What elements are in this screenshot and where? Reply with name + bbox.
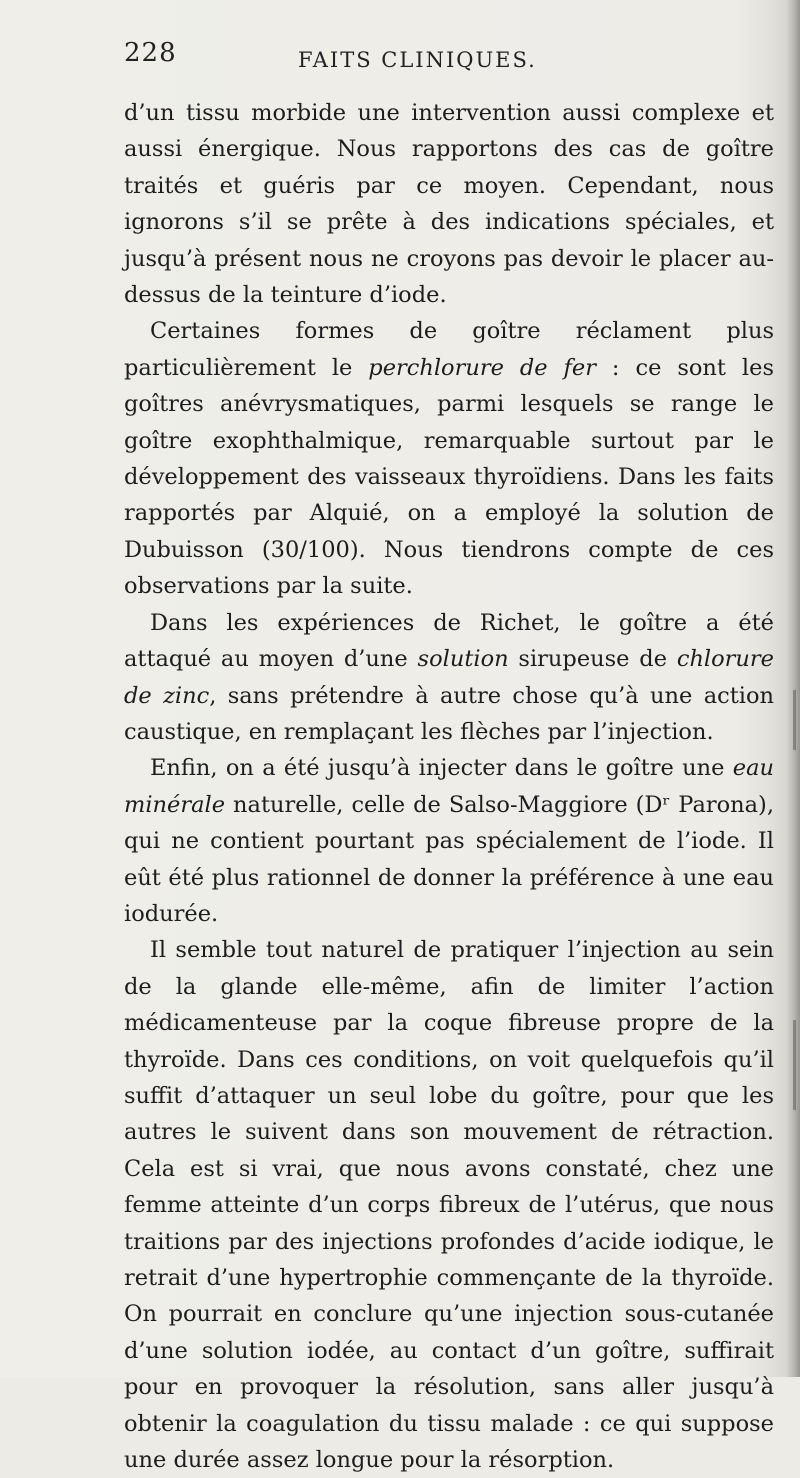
page-fold-mark [793, 690, 796, 750]
paragraph-3-text-a: Dans les expériences de Richet, le goître a été attaqué au moyen d’une [124, 609, 774, 673]
paragraph-4-text-a: Enfin, on a été jusqu’à injecter dans le goître une [150, 755, 733, 782]
paragraph-2 [124, 313, 774, 604]
paragraph-1 [124, 95, 774, 313]
paragraph-3 [124, 605, 774, 751]
paragraph-4 [124, 750, 774, 932]
paragraph-3-text-e: , sans prétendre à autre chose qu’à une action caustique, en remplaçant les flèches par l’injection. [124, 682, 774, 745]
paragraph-3-italic-solution: solution [417, 646, 509, 673]
paragraph-2-text-c: : ce sont les goîtres anévrysmatiques, parmi lesquels se range le goître exophthalmique, remarquable surtout par le développement des vaisseaux thyroïdiens. Dans les faits rapportés par Alquié, on a employé la solution de Dubuisson (30/100). Nous tiendrons compte de ces observations par la suite. [124, 354, 774, 600]
paragraph-2-text-a: Certaines formes de goître réclament plus particulièrement le [124, 318, 774, 381]
running-head: FAITS CLINIQUES. [298, 48, 537, 72]
body-text [124, 95, 774, 1478]
paragraph-2-italic-perchlorure: perchlorure de fer [368, 354, 596, 381]
paragraph-3-text-c: sirupeuse de [508, 646, 677, 673]
paragraph-4-text-c: naturelle, celle de Salso-Maggiore (Dʳ Parona), qui ne contient pourtant pas spécialement de l’iode. Il eût été plus rationnel de donner la préférence à une eau iodurée. [124, 791, 774, 927]
paragraph-1-text: d’un tissu morbide une intervention aussi complexe et aussi énergique. Nous rapportons des cas de goître traités et guéris par ce moyen. Cependant, nous ignorons s’il se prête à des indications spéciales, et jusqu’à présent nous ne croyons pas devoir le placer au-dessus de la teinture d’iode. [124, 100, 774, 309]
paragraph-5 [124, 932, 774, 1478]
paragraph-3-italic-chlorure: chlorure de zinc [124, 646, 774, 709]
paragraph-5-text: Il semble tout naturel de pratiquer l’injection au sein de la glande elle-même, afin de limiter l’action médicamenteuse par la coque fibreuse propre de la thyroïde. Dans ces conditions, on voit quelquefois qu’il suffit d’attaquer un seul lobe du goître, pour que les autres le suivent dans son mouvement de rétraction. Cela est si vrai, que nous avons constaté, chez une femme atteinte d’un corps fibreux de l’utérus, que nous traitions par des injections profondes d’acide iodique, le retrait d’une hypertrophie commençante de la thyroïde. On pourrait en conclure qu’une injection sous-cutanée d’une solution iodée, au contact d’un goître, suffirait pour en provoquer la résolution, sans aller jusqu’à obtenir la coagulation du tissu malade : ce qui suppose une durée assez longue pour la résorption. [124, 937, 774, 1474]
page-edge-shadow [786, 0, 800, 1377]
page-fold-mark [793, 1020, 796, 1110]
paragraph-4-italic-eau-minerale: eau minérale [124, 755, 774, 818]
page-number: 228 [124, 38, 177, 68]
